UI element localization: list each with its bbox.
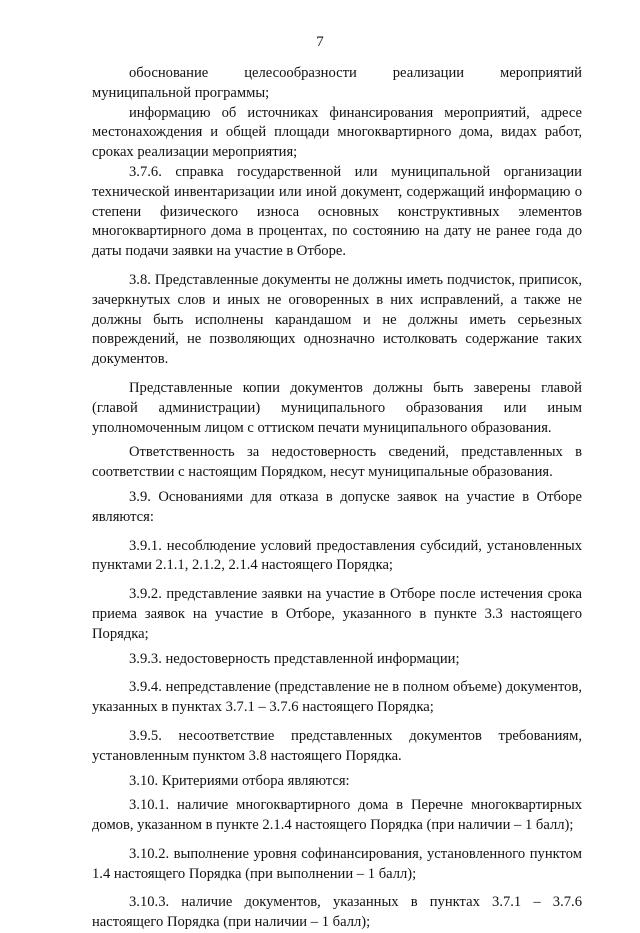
paragraph-funding-info: информацию об источниках финансирования мероприятий, адресе местонахождения и общей площади многоквартирного дома, видах работ, сроках реализации мероприятия; xyxy=(92,104,582,161)
paragraph-responsibility: Ответственность за недостоверность сведений, представленных в соответствии с настоящим Порядком, несут муниципальные образования. xyxy=(92,444,582,481)
paragraph-3-7-6: 3.7.6. справка государственной или муниципальной организации технической инвентаризации или иной документ, содержащий информацию о степени физического износа основных конструктивных элементов многоквартирного дома в процентах, по состоянию на дату не ранее года до даты подачи заявки на участие в Отборе. xyxy=(92,163,582,260)
paragraph-3-8: 3.8. Представленные документы не должны иметь подчисток, приписок, зачеркнутых слов и иных не оговоренных в них исправлений, а также не должны быть исполнены карандашом и не должны иметь серьезных повреждений, не позволяющих однозначно истолковать содержание таких документов. xyxy=(92,271,582,368)
page-number: 7 xyxy=(316,34,324,50)
document-body xyxy=(92,64,582,933)
paragraph-3-10-2: 3.10.2. выполнение уровня софинансирования, установленного пунктом 1.4 настоящего Порядка (при выполнении – 1 балл); xyxy=(92,845,582,882)
paragraph-3-10-1: 3.10.1. наличие многоквартирного дома в Перечне многоквартирных домов, указанном в пункте 2.1.4 настоящего Порядка (при наличии – 1 балл); xyxy=(92,797,582,834)
paragraph-3-9: 3.9. Основаниями для отказа в допуске заявок на участие в Отборе являются: xyxy=(92,488,582,525)
paragraph-3-9-5: 3.9.5. несоответствие представленных документов требованиям, установленным пунктом 3.8 настоящего Порядка. xyxy=(92,727,582,764)
paragraph-certified-copies: Представленные копии документов должны быть заверены главой (главой администрации) муниципального образования или иным уполномоченным лицом с оттиском печати муниципального образования. xyxy=(92,379,582,436)
paragraph-3-9-1: 3.9.1. несоблюдение условий предоставления субсидий, установленных пунктами 2.1.1, 2.1.2, 2.1.4 настоящего Порядка; xyxy=(92,537,582,574)
paragraph-3-9-4: 3.9.4. непредставление (представление не в полном объеме) документов, указанных в пунктах 3.7.1 – 3.7.6 настоящего Порядка; xyxy=(92,679,582,716)
paragraph-3-9-2: 3.9.2. представление заявки на участие в Отборе после истечения срока приема заявок на участие в Отборе, указанного в пункте 3.3 настоящего Порядка; xyxy=(92,586,582,642)
paragraph-3-10-3: 3.10.3. наличие документов, указанных в пунктах 3.7.1 – 3.7.6 настоящего Порядка (при наличии – 1 балл); xyxy=(92,894,582,931)
paragraph-3-9-3: 3.9.3. недостоверность представленной информации; xyxy=(129,650,460,667)
paragraph-program-justification: обоснование целесообразности реализации мероприятий муниципальной программы; xyxy=(92,65,582,101)
paragraph-3-10: 3.10. Критериями отбора являются: xyxy=(129,772,350,789)
